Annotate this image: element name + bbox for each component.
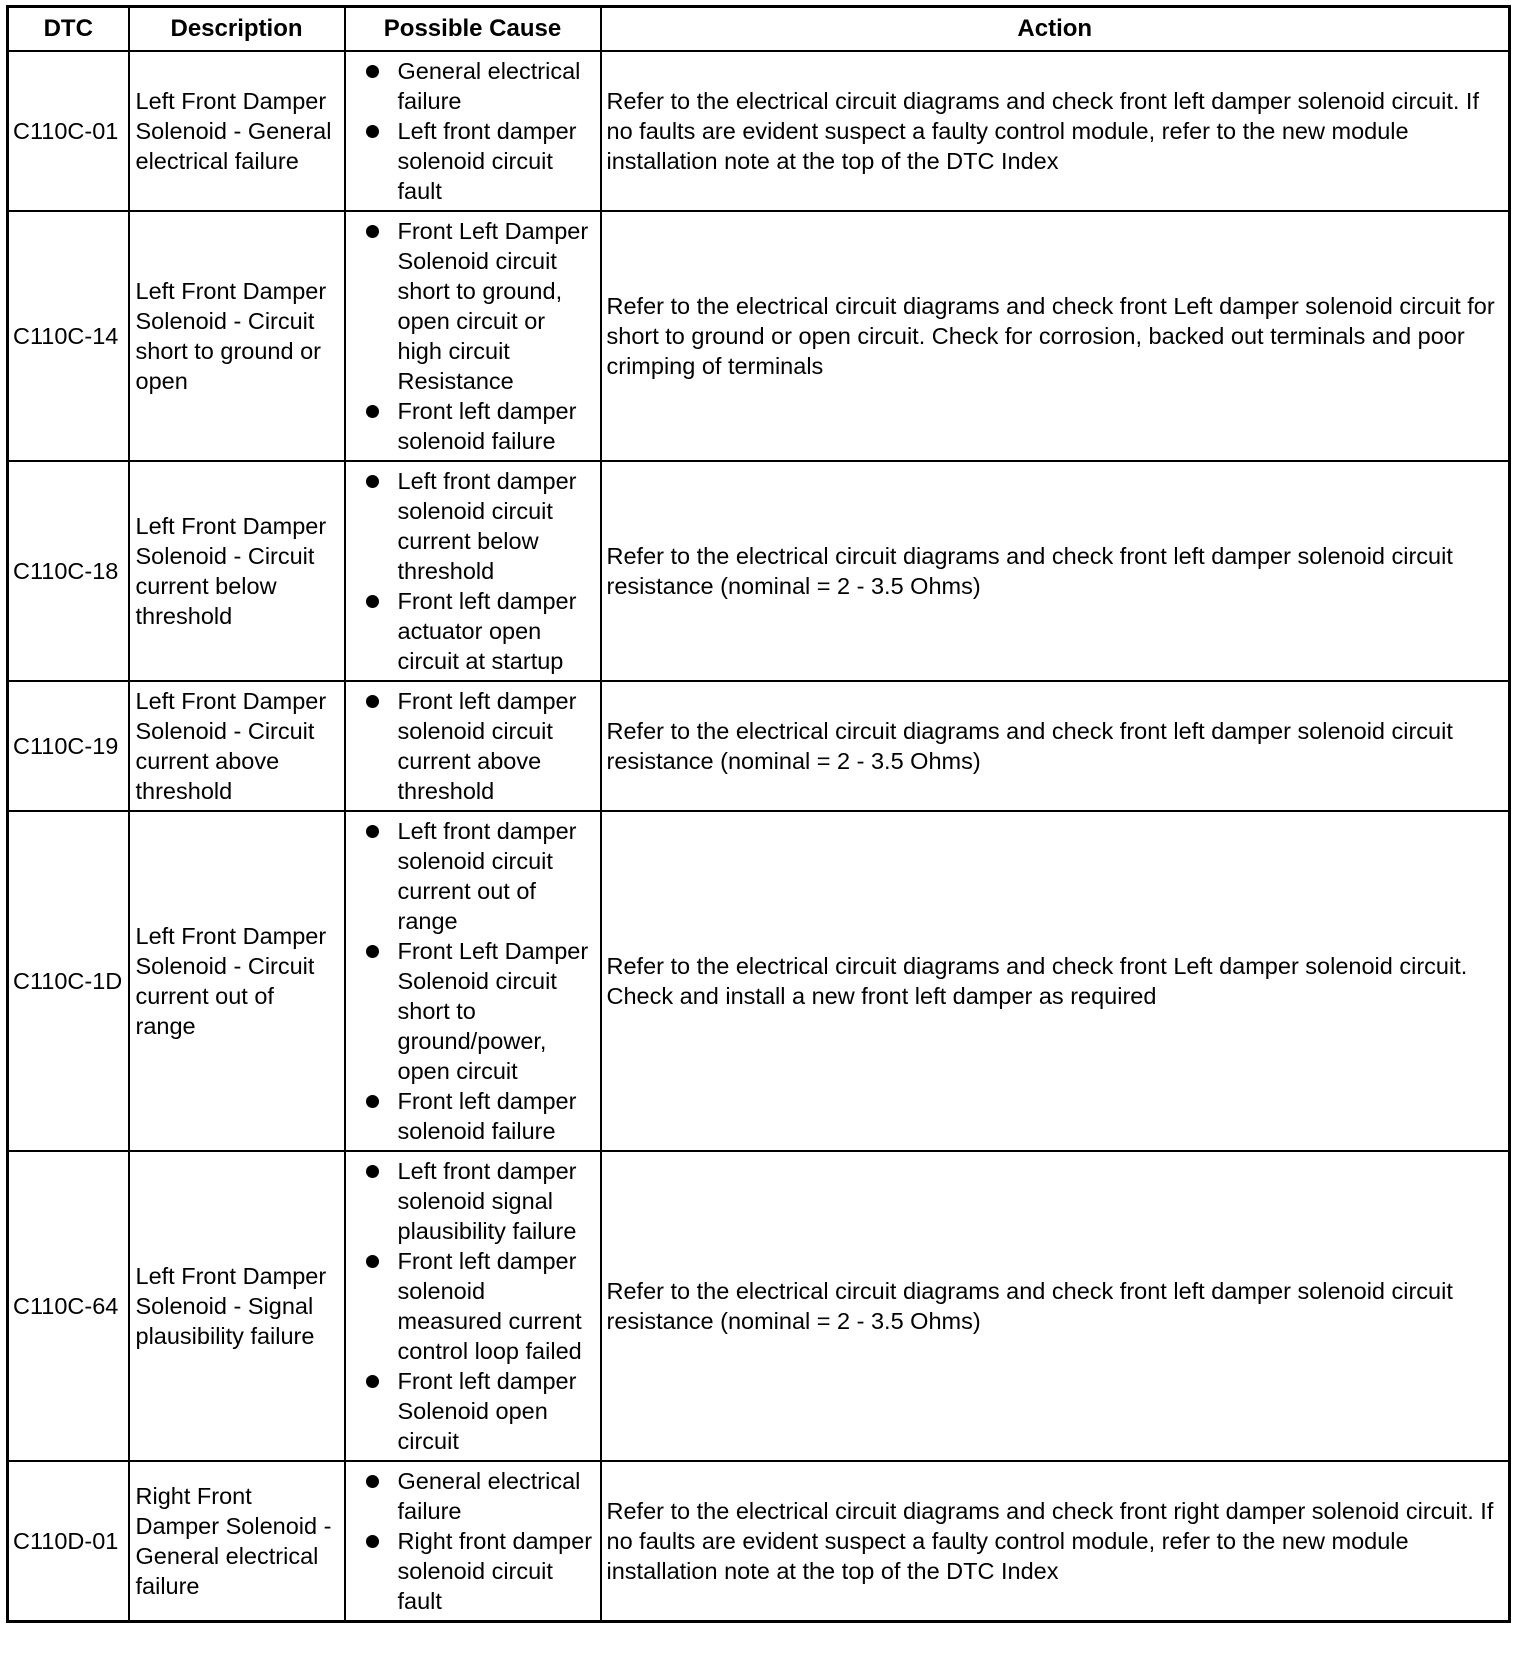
possible-cause-cell [345, 811, 601, 1151]
header-action: Action [601, 7, 1510, 52]
action-cell: Refer to the electrical circuit diagrams and check front left damper solenoid circuit resistance (nominal = 2 - 3.5 Ohms) [601, 461, 1510, 681]
description-cell: Left Front Damper Solenoid - Signal plausibility failure [129, 1151, 345, 1461]
cause-list-item: Front left damper Solenoid open circuit [362, 1366, 596, 1456]
possible-cause-cell [345, 1151, 601, 1461]
cause-list [362, 466, 596, 676]
cause-list-item: Front left damper solenoid measured current control loop failed [362, 1246, 596, 1366]
action-cell: Refer to the electrical circuit diagrams and check front right damper solenoid circuit. If no faults are evident suspect a faulty control module, refer to the new module installation note at the top of the DTC Index [601, 1461, 1510, 1622]
action-cell: Refer to the electrical circuit diagrams and check front left damper solenoid circuit resistance (nominal = 2 - 3.5 Ohms) [601, 1151, 1510, 1461]
description-cell: Left Front Damper Solenoid - Circuit current below threshold [129, 461, 345, 681]
dtc-code-cell: C110C-1D [8, 811, 129, 1151]
cause-list [362, 1156, 596, 1456]
cause-list-item: Left front damper solenoid signal plausibility failure [362, 1156, 596, 1246]
cause-list-item: Left front damper solenoid circuit current below threshold [362, 466, 596, 586]
cause-list-item: Right front damper solenoid circuit fault [362, 1526, 596, 1616]
table-row [8, 461, 1510, 681]
dtc-code-cell: C110C-19 [8, 681, 129, 811]
table-row [8, 1461, 1510, 1622]
description-cell: Left Front Damper Solenoid - Circuit current out of range [129, 811, 345, 1151]
description-cell: Right Front Damper Solenoid - General electrical failure [129, 1461, 345, 1622]
header-dtc: DTC [8, 7, 129, 52]
description-cell: Left Front Damper Solenoid - Circuit current above threshold [129, 681, 345, 811]
cause-list-item: Front left damper solenoid circuit current above threshold [362, 686, 596, 806]
cause-list [362, 56, 596, 206]
description-cell: Left Front Damper Solenoid - Circuit short to ground or open [129, 211, 345, 461]
dtc-code-cell: C110C-18 [8, 461, 129, 681]
possible-cause-cell [345, 461, 601, 681]
cause-list-item: General electrical failure [362, 1466, 596, 1526]
dtc-code-cell: C110D-01 [8, 1461, 129, 1622]
cause-list-item: Front Left Damper Solenoid circuit short to ground/power, open circuit [362, 936, 596, 1086]
cause-list [362, 686, 596, 806]
cause-list-item: Front left damper actuator open circuit at startup [362, 586, 596, 676]
cause-list [362, 216, 596, 456]
header-row [8, 7, 1510, 52]
action-cell: Refer to the electrical circuit diagrams and check front Left damper solenoid circuit for short to ground or open circuit. Check for corrosion, backed out terminals and poor crimping of terminals [601, 211, 1510, 461]
action-cell: Refer to the electrical circuit diagrams and check front left damper solenoid circuit. If no faults are evident suspect a faulty control module, refer to the new module installation note at the top of the DTC Index [601, 51, 1510, 211]
cause-list [362, 1466, 596, 1616]
header-description: Description [129, 7, 345, 52]
dtc-table [6, 5, 1511, 1623]
dtc-code-cell: C110C-64 [8, 1151, 129, 1461]
possible-cause-cell [345, 211, 601, 461]
action-cell: Refer to the electrical circuit diagrams and check front left damper solenoid circuit resistance (nominal = 2 - 3.5 Ohms) [601, 681, 1510, 811]
possible-cause-cell [345, 681, 601, 811]
cause-list [362, 816, 596, 1146]
table-row [8, 1151, 1510, 1461]
action-cell: Refer to the electrical circuit diagrams and check front Left damper solenoid circuit. Check and install a new front left damper as required [601, 811, 1510, 1151]
possible-cause-cell [345, 1461, 601, 1622]
description-cell: Left Front Damper Solenoid - General electrical failure [129, 51, 345, 211]
table-body [8, 51, 1510, 1622]
header-possible-cause: Possible Cause [345, 7, 601, 52]
table-row [8, 681, 1510, 811]
cause-list-item: Front left damper solenoid failure [362, 396, 596, 456]
table-row [8, 51, 1510, 211]
cause-list-item: Front left damper solenoid failure [362, 1086, 596, 1146]
dtc-code-cell: C110C-14 [8, 211, 129, 461]
cause-list-item: General electrical failure [362, 56, 596, 116]
cause-list-item: Left front damper solenoid circuit fault [362, 116, 596, 206]
table-row [8, 811, 1510, 1151]
cause-list-item: Left front damper solenoid circuit current out of range [362, 816, 596, 936]
table-row [8, 211, 1510, 461]
possible-cause-cell [345, 51, 601, 211]
dtc-code-cell: C110C-01 [8, 51, 129, 211]
cause-list-item: Front Left Damper Solenoid circuit short to ground, open circuit or high circuit Resistance [362, 216, 596, 396]
